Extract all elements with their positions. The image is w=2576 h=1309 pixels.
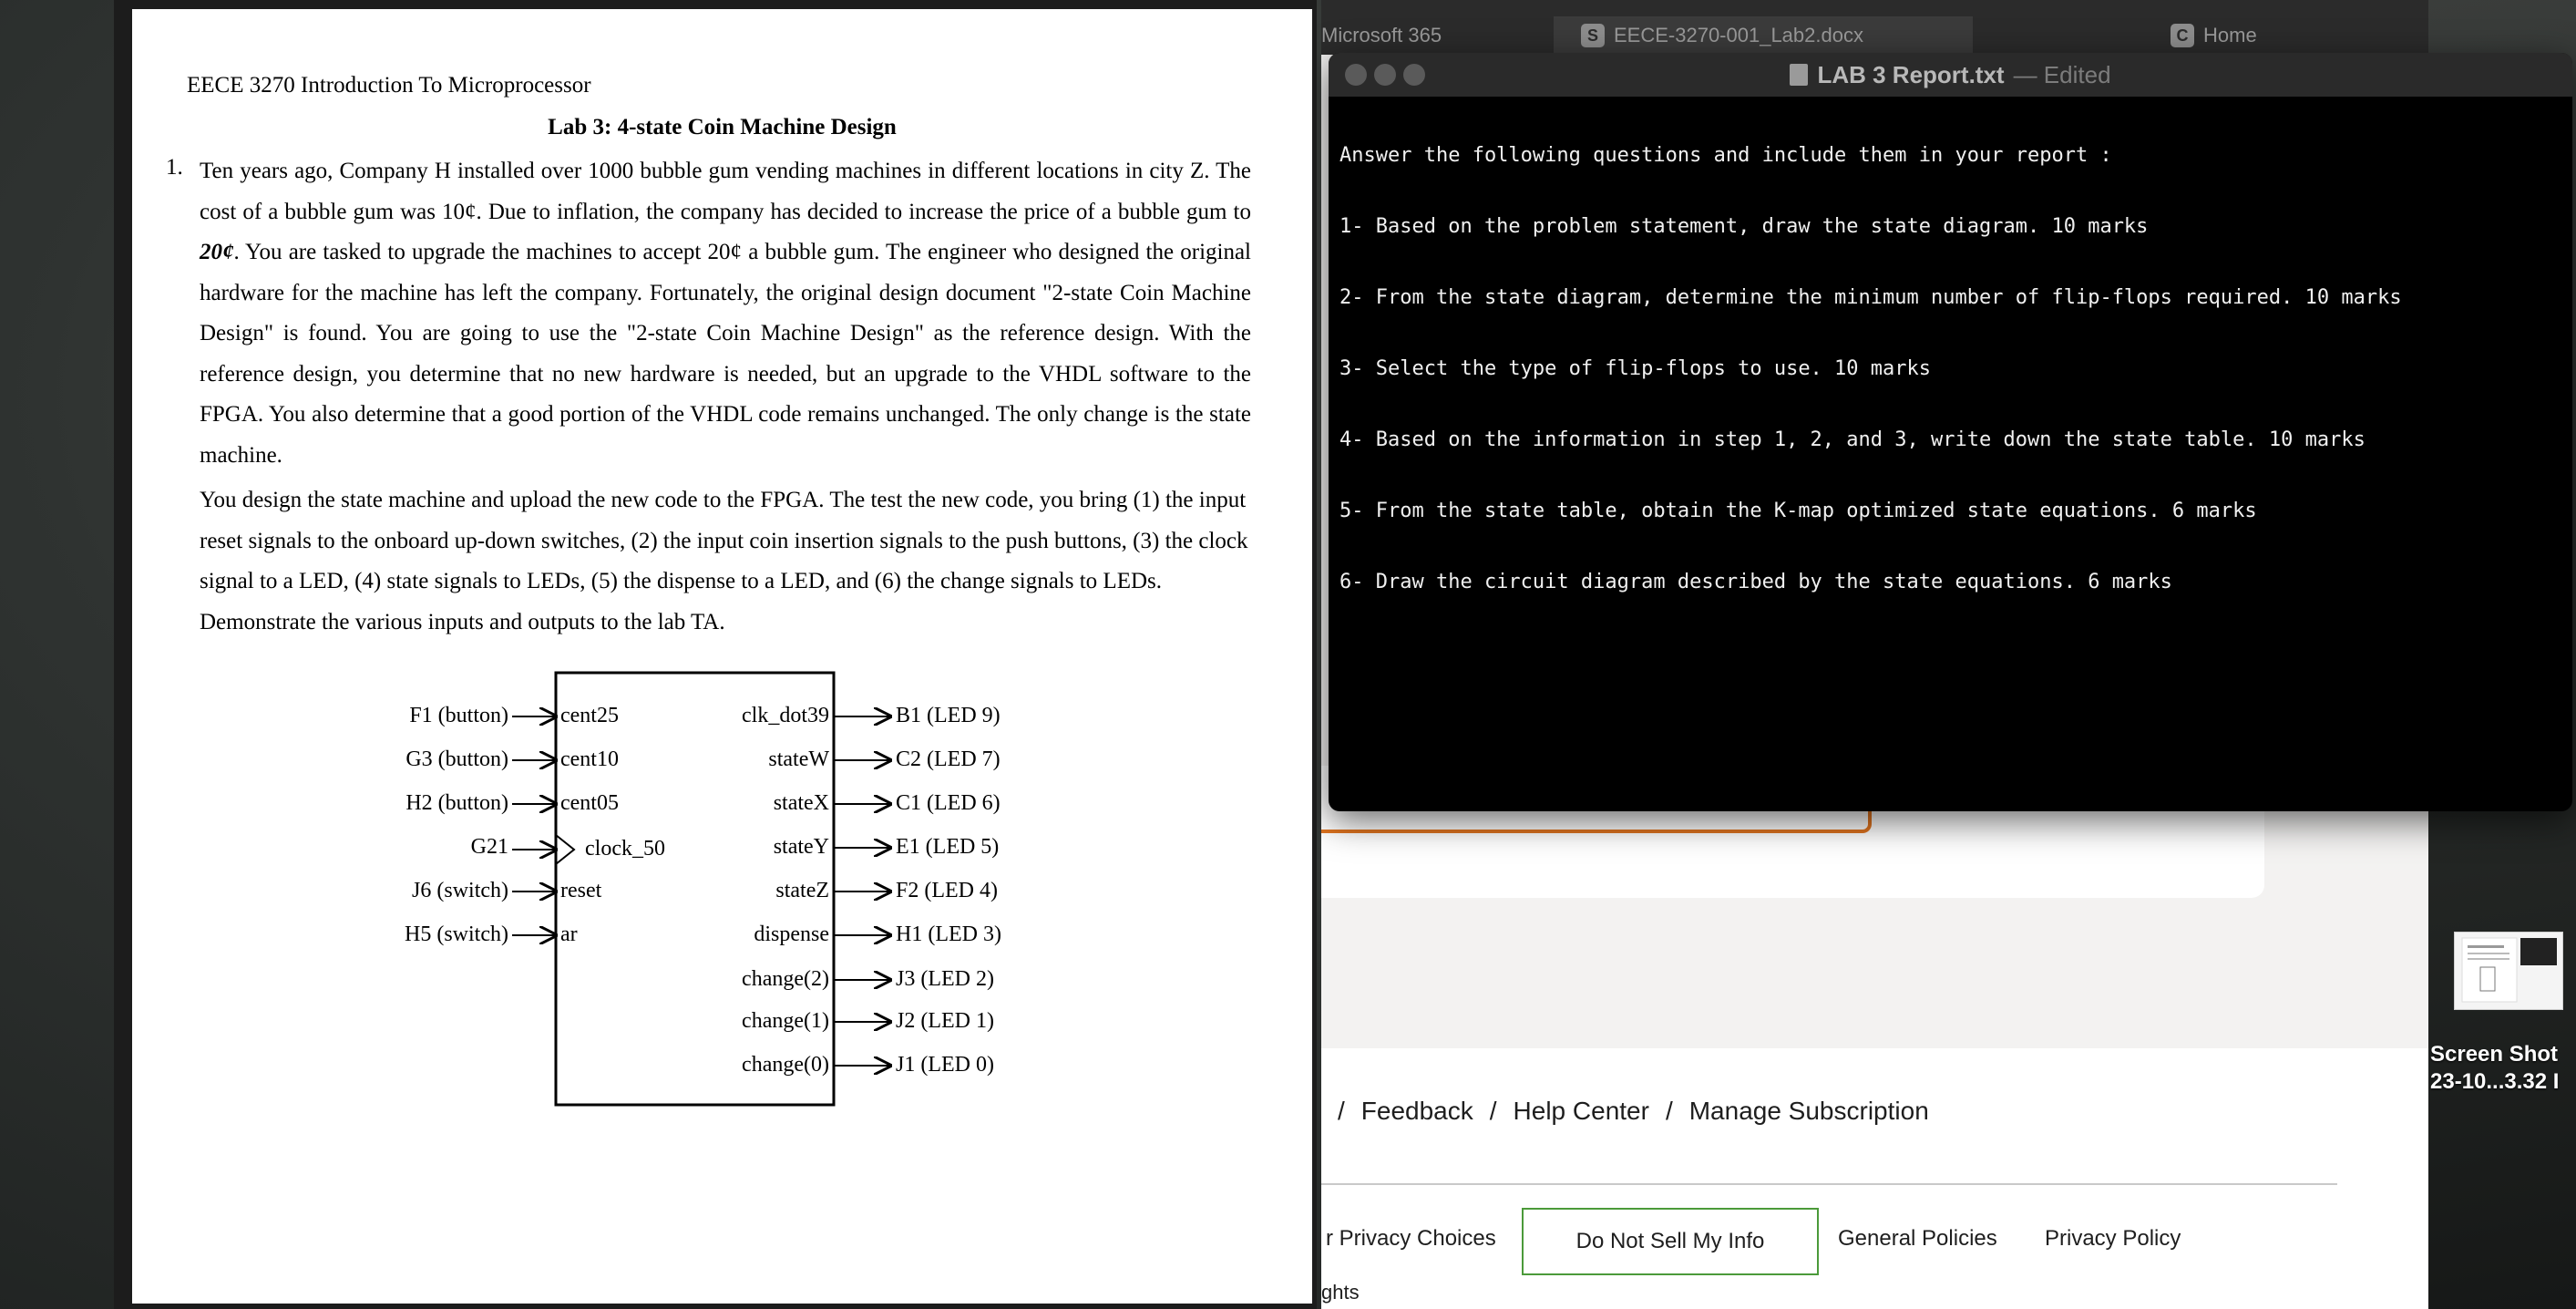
input-port-label: clock_50 [585,837,665,861]
editor-line: 4- Based on the information in step 1, 2, and 3, write down the state table. 10 marks [1339,428,2366,451]
privacy-policy-link[interactable]: Privacy Policy [2045,1226,2181,1251]
output-port-label: clk_dot39 [742,704,829,727]
input-port-label: cent10 [560,747,619,771]
general-policies-link[interactable]: General Policies [1838,1226,1997,1251]
output-led-label: C1 (LED 6) [896,791,1001,815]
input-pin-label: F1 (button) [409,704,508,727]
file-label-line: 23-10...3.32 I [2430,1069,2560,1094]
footer-links [1338,1097,1929,1126]
sharepoint-icon: S [1581,24,1605,47]
input-port-label: cent25 [560,704,619,727]
output-port-label: change(1) [742,1009,829,1033]
clock-input-symbol [556,835,574,864]
file-label-line: Screen Shot [2430,1042,2559,1067]
output-led-label: E1 (LED 5) [896,835,1000,859]
output-led-label: J1 (LED 0) [896,1053,994,1077]
close-window-button[interactable] [1345,64,1367,86]
tab-label: Microsoft 365 [1321,24,1442,46]
help-center-link[interactable]: Help Center [1513,1097,1649,1125]
editor-line: 5- From the state table, obtain the K-map optimized state equations. 6 marks [1339,500,2257,522]
feedback-link[interactable]: Feedback [1360,1097,1473,1125]
output-port-label: dispense [754,922,829,946]
editor-line: 2- From the state diagram, determine the minimum number of flip-flops required. 10 marks [1339,286,2402,309]
output-led-label: J3 (LED 2) [896,967,994,991]
statement-part: Ten years ago, Company H installed over 1000 bubble gum vending machines in different locations in city Z. The cost of a bubble gum was 10¢. Due to inflation, the company has decided to increase the price of a bubble gum to [200,159,1251,224]
editor-line: 6- Draw the circuit diagram described by the state equations. 6 marks [1339,571,2172,593]
input-pin-label: G3 (button) [405,747,508,771]
document-window [114,0,1317,1309]
output-port-label: change(2) [742,967,829,991]
editor-titlebar[interactable] [1329,53,2572,97]
screenshot-file-thumbnail[interactable] [2454,932,2563,1010]
document-page[interactable] [132,9,1312,1304]
thumbnail-preview [2455,933,2562,1009]
output-led-label: J2 (LED 1) [896,1009,994,1033]
input-port-label: reset [560,879,602,902]
new-price: 20¢ [200,240,234,264]
output-port-label: stateY [773,835,829,859]
text-editor-window [1329,53,2572,811]
screenshot-file-label[interactable] [2430,1041,2576,1096]
output-port-label: stateZ [775,879,829,902]
input-pin-label: H5 (switch) [405,922,508,946]
editor-line: 1- Based on the problem statement, draw the state diagram. 10 marks [1339,215,2149,238]
tab-label: EECE-3270-001_Lab2.docx [1614,24,1863,46]
output-port-label: stateW [768,747,829,771]
footer-separator: / [1665,1097,1673,1125]
input-port-label: ar [560,922,578,946]
minimize-window-button[interactable] [1374,64,1396,86]
browser-tab-bar [1321,0,2428,55]
output-port-label: change(0) [742,1053,829,1077]
home-site-icon: C [2171,24,2194,47]
editor-line: 3- Select the type of flip-flops to use. 10 marks [1339,357,1932,380]
tab-home[interactable] [2160,16,2426,55]
input-pin-label: G21 [470,835,508,859]
footer-divider [1321,1183,2337,1185]
tab-label: Home [2203,24,2257,46]
do-not-sell-button[interactable]: Do Not Sell My Info [1522,1208,1819,1275]
editor-title: LAB 3 Report.txt [1817,60,2005,88]
footer-separator: / [1489,1097,1497,1125]
rights-text: ghts [1321,1281,1360,1304]
editor-text-area[interactable] [1339,97,2561,642]
statement-part: . You are tasked to upgrade the machines to accept 20¢ a bubble gum. The engineer who designed the original hardware for the machine has left the company. Fortunately, the original design document "2-state Coin Machine Design" is found. You are going to use the "2-state Coin Machine Design" as the reference design. With the reference design, you determine that no new hardware is needed, but an upgrade to the VHDL software to the FPGA. You also determine that a good portion of the VHDL code remains unchanged. The only change is the state machine. [200,240,1251,468]
input-pin-label: J6 (switch) [412,879,508,902]
io-block-diagram [132,9,1312,1304]
zoom-window-button[interactable] [1403,64,1425,86]
output-port-label: stateX [773,791,829,815]
tab-lab2-docx[interactable] [1554,16,1973,55]
output-led-label: H1 (LED 3) [896,922,1001,946]
output-led-label: F2 (LED 4) [896,879,998,902]
output-led-label: C2 (LED 7) [896,747,1001,771]
edited-status: — Edited [2013,60,2111,88]
output-led-label: B1 (LED 9) [896,704,1001,727]
course-header: EECE 3270 Introduction To Microprocessor [187,73,591,98]
diagram-svg [132,9,1312,1304]
privacy-choices-link[interactable]: r Privacy Choices [1326,1226,1496,1251]
question-number: 1. [166,155,183,180]
editor-line: Answer the following questions and include them in your report : [1339,144,2112,167]
document-icon [1790,64,1808,86]
tab-microsoft-365[interactable] [1321,16,1545,55]
site-footer [1321,1048,2428,1309]
lab-title: Lab 3: 4-state Coin Machine Design [548,115,897,139]
input-port-label: cent05 [560,791,619,815]
manage-subscription-link[interactable]: Manage Subscription [1688,1097,1929,1125]
input-pin-label: H2 (button) [405,791,508,815]
test-instructions: You design the state machine and upload the new code to the FPGA. The test the new code, you bring (1) the input reset signals to the onboard up-down switches, (2) the input coin insertion signals to the push buttons, (3) the clock signal to a LED, (4) state signals to LEDs, (5) the dispense to a LED, and (6) the change signals to LEDs. Demonstrate the various inputs and outputs to the lab TA. [200,488,1248,634]
footer-separator: / [1338,1097,1345,1125]
